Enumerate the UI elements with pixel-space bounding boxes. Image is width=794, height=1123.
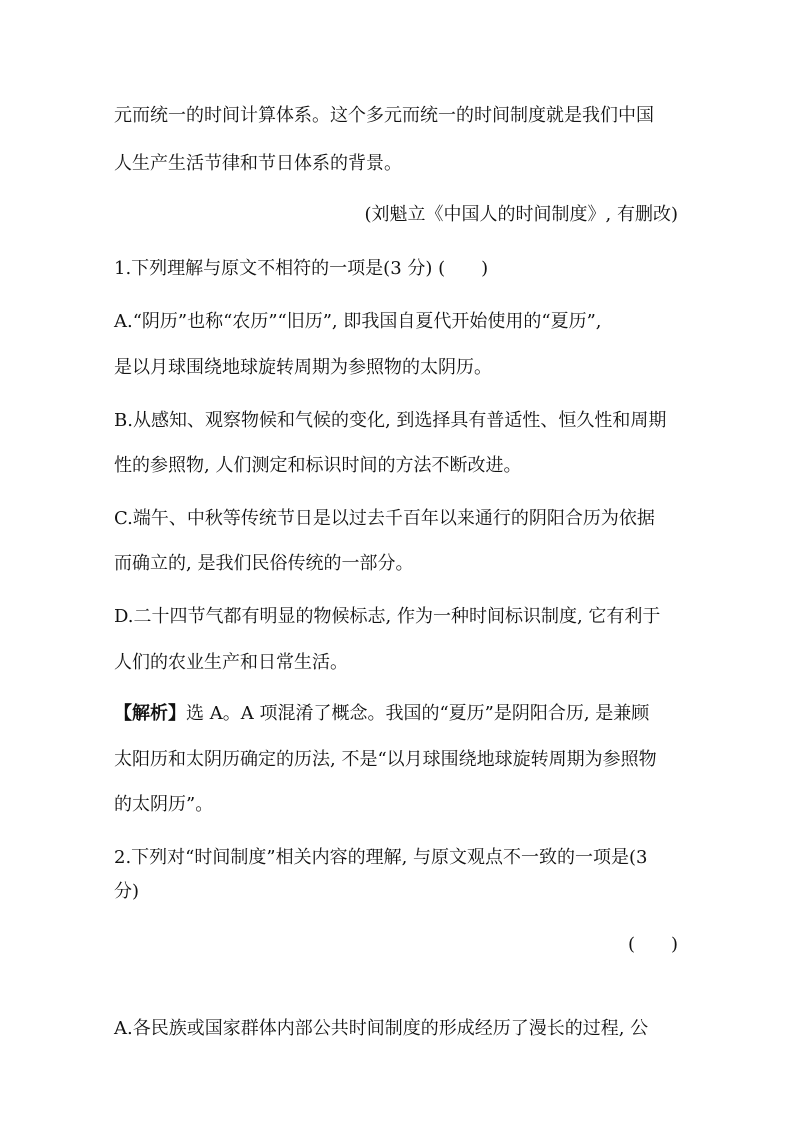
analysis-1-line-1 [114,702,686,726]
question-1-option-c-line-1: C.端午、中秋等传统节日是以过去千百年以来通行的阴阳合历为依据 [114,508,655,529]
question-1-stem: 1.下列理解与原文不相符的一项是(3 分) ( ) [114,258,489,279]
question-1-option-b-line-1: B.从感知、观察物候和气候的变化, 到选择具有普适性、恒久性和周期 [114,410,667,431]
analysis-1-line-2: 太阳历和太阴历确定的历法, 不是“以月球围绕地球旋转周期为参照物 [114,749,657,770]
question-2-option-a: A.各民族或国家群体内部公共时间制度的形成经历了漫长的过程, 公 [114,1018,649,1039]
question-1-option-c-line-2: 而确立的, 是我们民俗传统的一部分。 [114,553,414,574]
analysis-1-line-3: 的太阴历”。 [114,794,214,815]
question-2-stem-line-2: 分) [114,881,140,902]
question-1-option-d-line-1: D.二十四节气都有明显的物候标志, 作为一种时间标识制度, 它有利于 [114,606,661,627]
passage-line-1: 元而统一的时间计算体系。这个多元而统一的时间制度就是我们中国 [114,105,654,126]
question-1-option-d-line-2: 人们的农业生产和日常生活。 [114,652,348,673]
passage-line-2: 人生产生活节律和节日体系的背景。 [114,153,402,174]
question-1-option-b-line-2: 性的参照物, 人们测定和标识时间的方法不断改进。 [114,455,522,476]
analysis-1-text: 选 A。A 项混淆了概念。我国的“夏历”是阴阳合历, 是兼顾 [186,703,650,724]
question-2-answer-blank: ( ) [627,934,678,955]
question-2-stem-line-1: 2.下列对“时间制度”相关内容的理解, 与原文观点不一致的一项是(3 [114,847,648,868]
analysis-label: 【解析】 [114,703,186,724]
question-1-option-a-line-2: 是以月球围绕地球旋转周期为参照物的太阴历。 [114,357,492,378]
passage-source: (刘魁立《中国人的时间制度》, 有删改) [364,204,678,225]
question-1-option-a-line-1: A.“阴历”也称“农历”“旧历”, 即我国自夏代开始使用的“夏历”, [114,311,602,332]
